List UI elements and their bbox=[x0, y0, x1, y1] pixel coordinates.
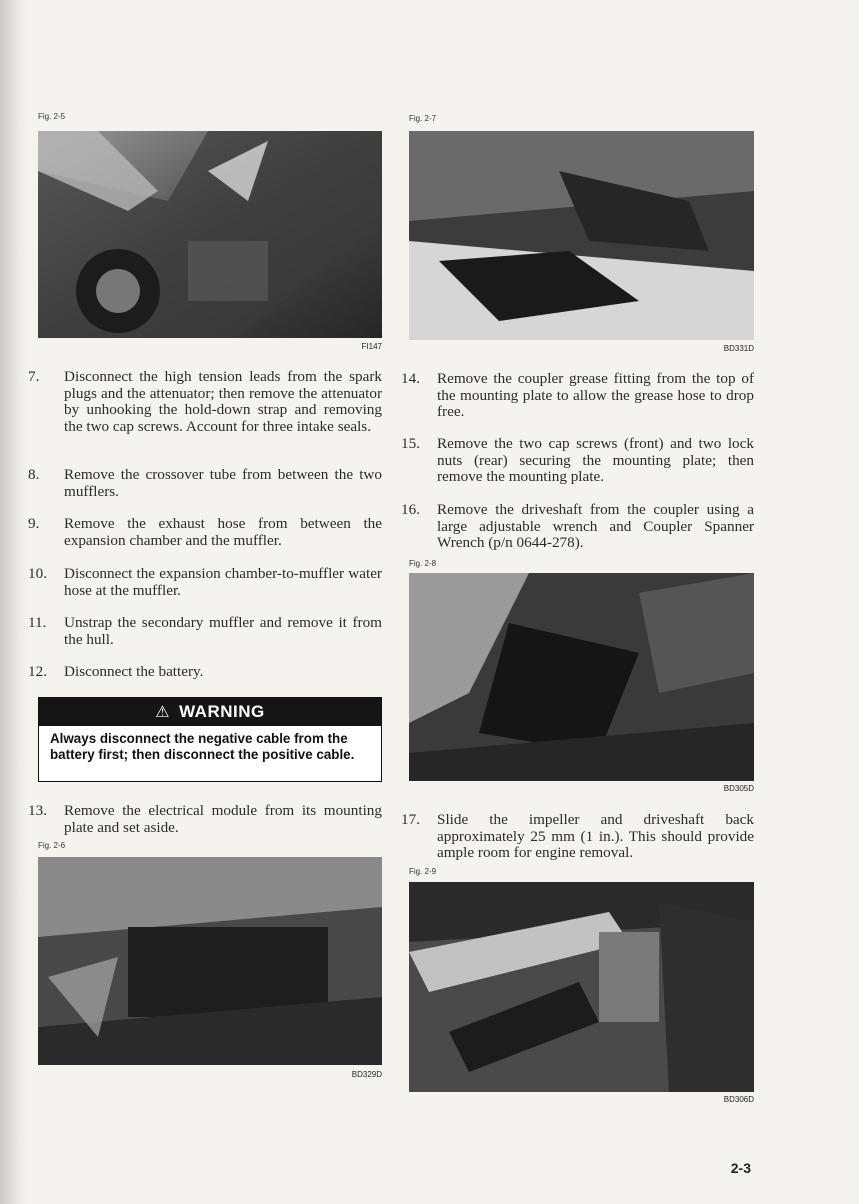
figure-label: Fig. 2-7 bbox=[409, 114, 437, 123]
figure-photo bbox=[409, 573, 754, 781]
figure-photo bbox=[38, 857, 382, 1065]
step-item bbox=[28, 565, 382, 599]
step-text: Remove the exhaust hose from between the expansion chamber and the muffler. bbox=[64, 515, 382, 549]
step-text: Remove the crossover tube from between the two mufflers. bbox=[64, 466, 382, 500]
step-text: Remove the electrical module from its mounting plate and set aside. bbox=[64, 802, 382, 836]
figure-code: BD329D bbox=[351, 1070, 382, 1079]
step-item bbox=[28, 663, 382, 681]
figure-photo bbox=[409, 131, 754, 340]
figure-code: BD305D bbox=[723, 784, 754, 793]
step-number: 7. bbox=[28, 368, 40, 385]
warning-box bbox=[38, 697, 382, 782]
step-text: Unstrap the secondary muffler and remove it from the hull. bbox=[64, 614, 382, 648]
step-text: Disconnect the high tension leads from the spark plugs and the attenuator; then remove the attenuator by unhooking the hold-down strap and removing the two cap screws. Account for three intake seals. bbox=[64, 368, 382, 435]
warning-title: WARNING bbox=[179, 702, 265, 721]
step-item bbox=[28, 515, 382, 549]
step-item bbox=[401, 435, 754, 486]
step-number: 13. bbox=[28, 802, 47, 819]
step-item bbox=[401, 370, 754, 421]
step-number: 11. bbox=[28, 614, 47, 631]
step-text: Slide the impeller and driveshaft back approximately 25 mm (1 in.). This should provide ample room for engine removal. bbox=[437, 811, 754, 861]
step-text: Disconnect the battery. bbox=[64, 663, 204, 680]
step-number: 9. bbox=[28, 515, 40, 532]
step-text: Remove the two cap screws (front) and two lock nuts (rear) securing the mounting plate; then remove the mounting plate. bbox=[437, 435, 754, 485]
warning-triangle-icon: ⚠ bbox=[155, 704, 171, 721]
step-text: Disconnect the expansion chamber-to-muffler water hose at the muffler. bbox=[64, 565, 382, 599]
step-number: 12. bbox=[28, 663, 47, 680]
figure-photo bbox=[38, 131, 382, 338]
figure-label: Fig. 2-8 bbox=[409, 559, 437, 568]
warning-header bbox=[39, 698, 381, 726]
page-number: 2-3 bbox=[730, 1160, 751, 1176]
step-item bbox=[401, 811, 754, 862]
step-item bbox=[28, 802, 382, 836]
figure-label: Fig. 2-5 bbox=[38, 112, 66, 121]
step-number: 17. bbox=[401, 811, 420, 828]
figure-label: Fig. 2-9 bbox=[409, 867, 437, 876]
warning-text: Always disconnect the negative cable from the battery first; then disconnect the positive cable. bbox=[50, 731, 355, 762]
step-text: Remove the driveshaft from the coupler using a large adjustable wrench and Coupler Spanner Wrench (p/n 0644-278). bbox=[437, 501, 754, 551]
step-number: 15. bbox=[401, 435, 420, 452]
step-number: 14. bbox=[401, 370, 420, 387]
page-edge-shadow bbox=[0, 0, 28, 1204]
step-item bbox=[28, 466, 382, 500]
step-item bbox=[28, 614, 382, 648]
figure-code: BD331D bbox=[723, 344, 754, 353]
step-number: 10. bbox=[28, 565, 47, 582]
figure-code: BD306D bbox=[723, 1095, 754, 1104]
step-item bbox=[401, 501, 754, 552]
step-number: 16. bbox=[401, 501, 420, 518]
figure-photo bbox=[409, 882, 754, 1092]
step-number: 8. bbox=[28, 466, 40, 483]
figure-code: FI147 bbox=[361, 342, 382, 351]
step-item bbox=[28, 368, 382, 435]
step-text: Remove the coupler grease fitting from the top of the mounting plate to allow the grease hose to drop free. bbox=[437, 370, 754, 420]
figure-label: Fig. 2-6 bbox=[38, 841, 66, 850]
